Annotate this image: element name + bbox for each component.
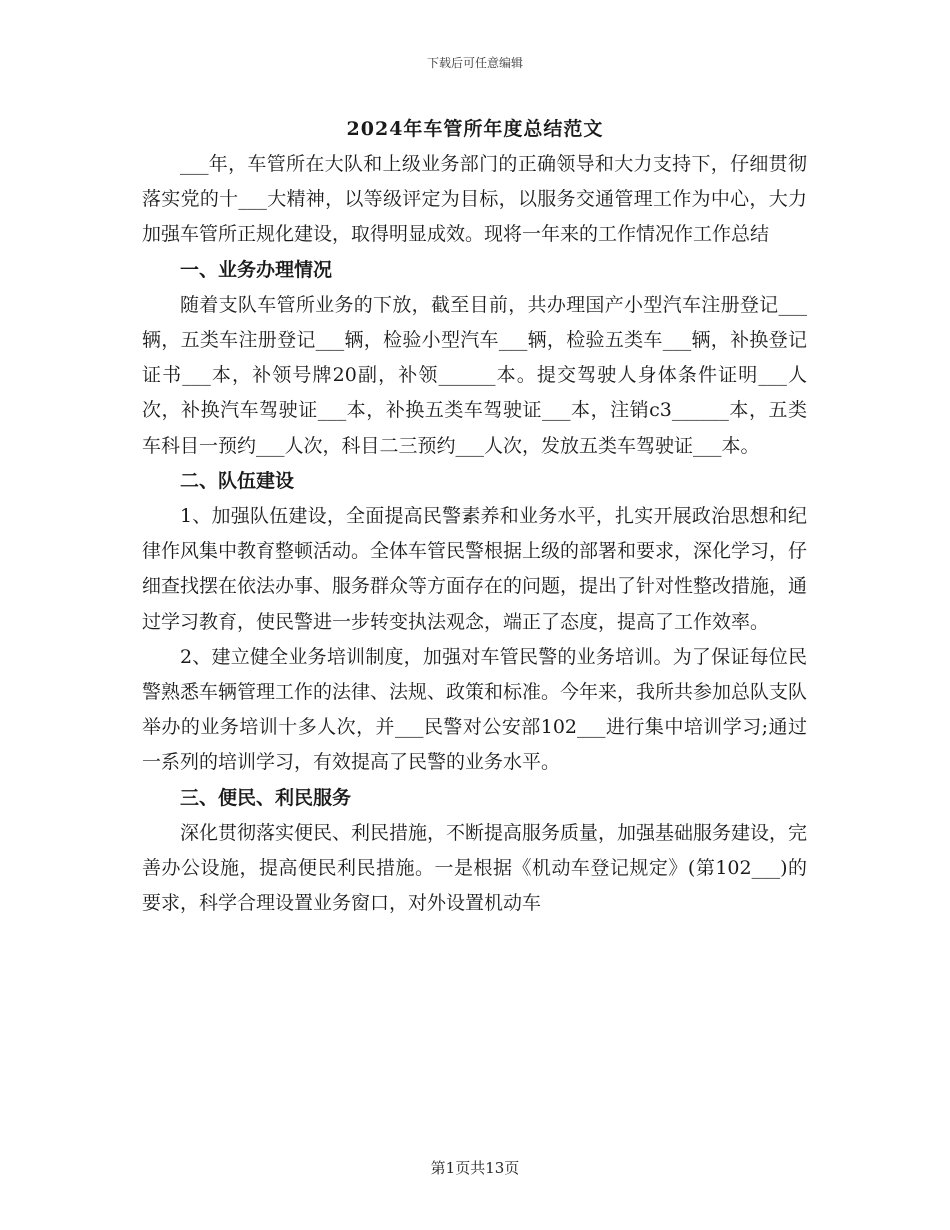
section-2-paragraph-2: 2、建立健全业务培训制度，加强对车管民警的业务培训。为了保证每位民警熟悉车辆管理工作的法律、法规、政策和标准。今年来，我所共参加总队支队举办的业务培训十多人次，并___民警对公安部102___进行集中培训学习;通过一系列的培训学习，有效提高了民警的业务水平。 bbox=[142, 645, 808, 774]
section-1-paragraph: 随着支队车管所业务的下放，截至目前，共办理国产小型汽车注册登记___辆，五类车注册登记___辆，检验小型汽车___辆，检验五类车___辆，补换登记证书___本，补领号牌20副，补领______本。提交驾驶人身体条件证明___人次，补换汽车驾驶证___本，补换五类车驾驶证___本，注销c3______本，五类车科目一预约___人次，科目二三预约___人次，发放五类车驾驶证___本。 bbox=[142, 293, 807, 457]
section-3-paragraph: 深化贯彻落实便民、利民措施，不断提高服务质量，加强基础服务建设，完善办公设施，提高便民利民措施。一是根据《机动车登记规定》(第102___)的要求，科学合理设置业务窗口，对外设置机动车 bbox=[142, 821, 808, 915]
section-heading-3: 三、便民、利民服务 bbox=[180, 786, 352, 809]
intro-paragraph: ___年，车管所在大队和上级业务部门的正确领导和大力支持下，仔细贯彻落实党的十___大精神，以等级评定为目标，以服务交通管理工作为中心，大力加强车管所正规化建设，取得明显成效。现将一年来的工作情况作工作总结 bbox=[142, 153, 807, 246]
section-2-paragraph-1: 1、加强队伍建设，全面提高民警素养和业务水平，扎实开展政治思想和纪律作风集中教育整顿活动。全体车管民警根据上级的部署和要求，深化学习，仔细查找摆在依法办事、服务群众等方面存在的问题，提出了针对性整改措施，通过学习教育，使民警进一步转变执法观念，端正了态度，提高了工作效率。 bbox=[142, 505, 808, 633]
document-title: 2024年车管所年度总结范文 bbox=[346, 118, 604, 140]
document-body bbox=[142, 147, 807, 921]
section-heading-1: 一、业务办理情况 bbox=[180, 258, 333, 281]
header-note: 下载后可任意编辑 bbox=[426, 56, 523, 70]
page-number-footer: 第1页共13页 bbox=[430, 1159, 520, 1177]
section-heading-2: 二、队伍建设 bbox=[180, 469, 295, 492]
